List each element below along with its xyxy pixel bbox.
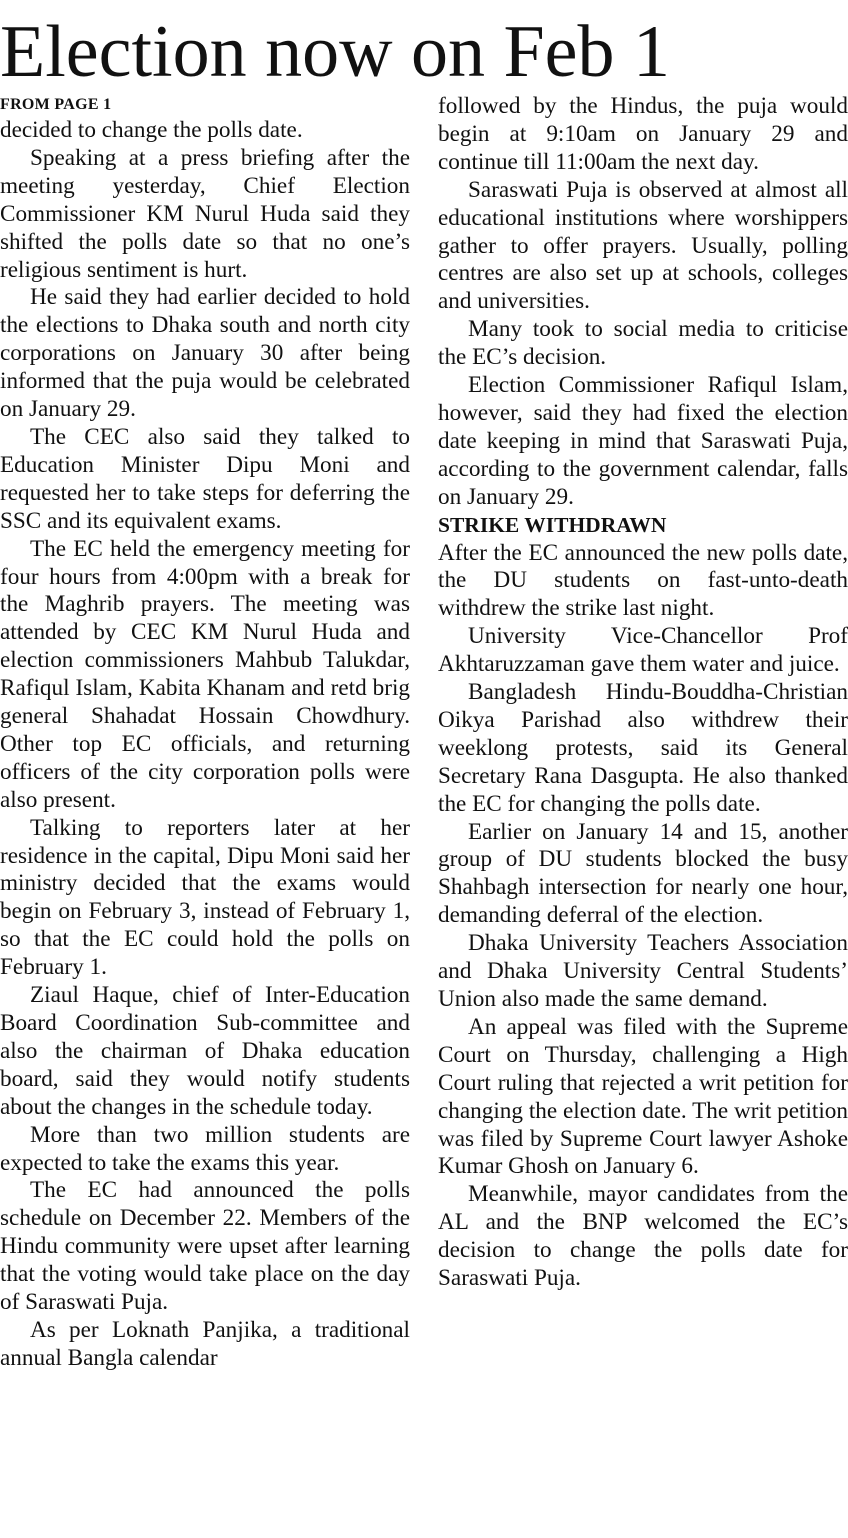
- paragraph: University Vice-Chancellor Prof Akhtaruzzaman gave them water and juice.: [438, 623, 848, 678]
- right-column: [438, 93, 848, 1293]
- paragraph: followed by the Hindus, the puja would begin at 9:10am on January 29 and continue till 11:00am the next day.: [438, 93, 848, 175]
- paragraph: decided to change the polls date.: [0, 117, 303, 143]
- paragraph: The EC held the emergency meeting for four hours from 4:00pm with a break for the Maghrib prayers. The meeting was attended by CEC KM Nurul Huda and election commissioners Mahbub Talukdar, Rafiqul Islam, Kabita Khanam and retd brig general Shahadat Hossain Chowdhury. Other top EC officials, and returning officers of the city corporation polls were also present.: [0, 535, 410, 813]
- paragraph: The CEC also said they talked to Education Minister Dipu Moni and requested her to take steps for deferring the SSC and its equivalent exams.: [0, 423, 410, 534]
- paragraph: An appeal was filed with the Supreme Court on Thursday, challenging a High Court ruling that rejected a writ petition for changing the election date. The writ petition was filed by Supreme Court lawyer Ashoke Kumar Ghosh on January 6.: [438, 1013, 848, 1180]
- headline: Election now on Feb 1: [0, 11, 671, 93]
- paragraph: He said they had earlier decided to hold the elections to Dhaka south and north city corporations on January 30 after being informed that the puja would be celebrated on January 29.: [0, 284, 410, 423]
- paragraph: Election Commissioner Rafiqul Islam, however, said they had fixed the election date keeping in mind that Saraswati Puja, according to the government calendar, falls on January 29.: [438, 372, 848, 510]
- paragraph: As per Loknath Panjika, a traditional annual Bangla calendar: [0, 1316, 410, 1371]
- paragraph: Earlier on January 14 and 15, another group of DU students blocked the busy Shahbagh intersection for nearly one hour, demanding deferral of the election.: [438, 818, 848, 929]
- paragraph: Meanwhile, mayor candidates from the AL and the BNP welcomed the EC’s decision to change the polls date for Saraswati Puja.: [438, 1181, 848, 1292]
- paragraph: Talking to reporters later at her residence in the capital, Dipu Moni said her ministry decided that the exams would begin on February 3, instead of February 1, so that the EC could hold the polls on February 1.: [0, 814, 410, 981]
- paragraph: Speaking at a press briefing after the meeting yesterday, Chief Election Commissioner KM Nurul Huda said they shifted the polls date so that no one’s religious sentiment is hurt.: [0, 144, 410, 283]
- paragraph: More than two million students are expected to take the exams this year.: [0, 1121, 410, 1176]
- paragraph: Saraswati Puja is observed at almost all educational institutions where worshippers gather to offer prayers. Usually, polling centres are also set up at schools, colleges and universities.: [438, 176, 848, 315]
- left-column: [0, 93, 410, 1373]
- paragraph: After the EC announced the new polls date, the DU students on fast-unto-death withdrew the strike last night.: [438, 539, 848, 622]
- paragraph: Bangladesh Hindu-Bouddha-Christian Oikya Parishad also withdrew their weeklong protests, said its General Secretary Rana Dasgupta. He also thanked the EC for changing the polls date.: [438, 679, 848, 817]
- paragraph: Dhaka University Teachers Association and Dhaka University Central Students’ Union also made the same demand.: [438, 930, 848, 1012]
- from-page-kicker: FROM PAGE 1: [0, 96, 112, 113]
- section-subhead: STRIKE WITHDRAWN: [438, 512, 667, 537]
- paragraph: The EC had announced the polls schedule on December 22. Members of the Hindu community were upset after learning that the voting would take place on the day of Saraswati Puja.: [0, 1177, 410, 1316]
- paragraph: Many took to social media to criticise the EC’s decision.: [438, 316, 848, 371]
- paragraph: Ziaul Haque, chief of Inter-Education Board Coordination Sub-committee and also the chairman of Dhaka education board, said they would notify students about the changes in the schedule today.: [0, 982, 410, 1120]
